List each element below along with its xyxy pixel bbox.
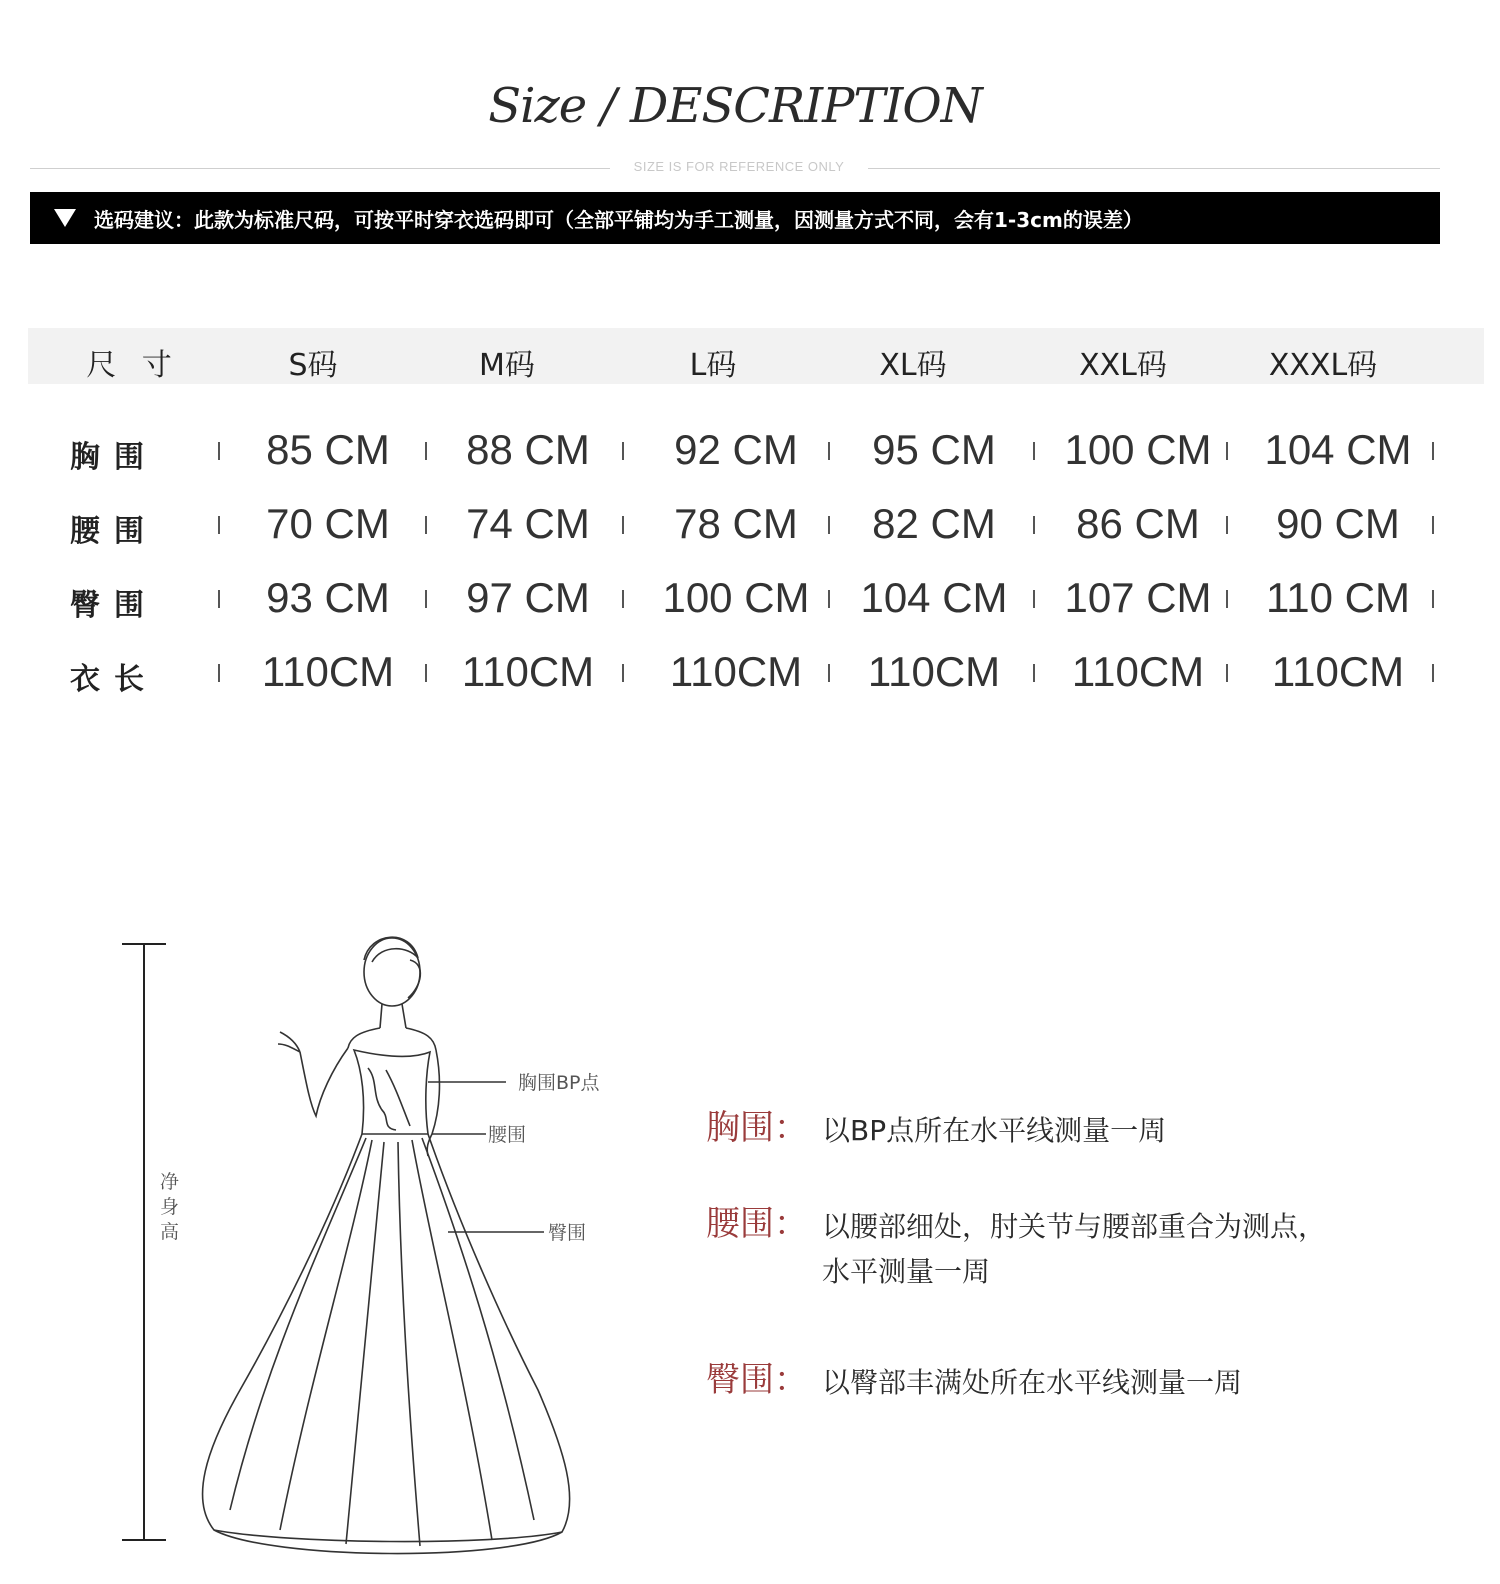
table-cell: 93 CM [266, 574, 390, 621]
table-cell: 86 CM [1076, 500, 1200, 547]
table-cell: 97 CM [466, 574, 590, 621]
row-label: 胸围 [70, 440, 158, 475]
size-advice-banner [30, 192, 1440, 244]
note-key: 臀围： [706, 1360, 808, 1400]
banner-text: 选码建议：此款为标准尺码，可按平时穿衣选码即可（全部平铺均为手工测量，因测量方式不同，会有1-3cm的误差） [94, 207, 1143, 232]
table-cell: 104 CM [860, 574, 1008, 621]
table-cell: 107 CM [1064, 574, 1212, 621]
height-label-3: 高 [160, 1221, 180, 1243]
note-key: 胸围： [706, 1108, 808, 1148]
table-cell: 70 CM [266, 500, 390, 547]
table-cell: 110CM [867, 648, 1001, 695]
table-cell: 88 CM [466, 426, 590, 473]
size-table [28, 328, 1484, 697]
dress-figure [203, 937, 570, 1553]
table-cell: 110CM [669, 648, 803, 695]
waist-label: 腰围 [488, 1124, 527, 1146]
note-text: 以臀部丰满处所在水平线测量一周 [822, 1366, 1243, 1399]
table-cell: 110CM [461, 648, 595, 695]
table-cell: 100 CM [662, 574, 810, 621]
table-cell: 90 CM [1276, 500, 1400, 547]
table-cell: 78 CM [674, 500, 798, 547]
row-label: 腰围 [70, 514, 158, 549]
table-cell: 85 CM [266, 426, 390, 473]
table-cell: 104 CM [1264, 426, 1412, 473]
size-col-xl: XL码 [879, 348, 947, 383]
height-label-2: 身 [160, 1196, 180, 1218]
table-cell: 110CM [1071, 648, 1205, 695]
row-label: 衣长 [70, 662, 158, 697]
table-row [28, 574, 1484, 634]
callout-lines [428, 1082, 544, 1232]
row-label: 臀围 [70, 588, 158, 623]
size-col-l: L码 [689, 348, 737, 383]
table-cell: 110 CM [1266, 574, 1410, 621]
table-row [28, 500, 1484, 560]
table-cell: 82 CM [872, 500, 996, 547]
note-key: 腰围： [706, 1204, 808, 1244]
note-text: 以BP点所在水平线测量一周 [822, 1114, 1167, 1147]
table-row [28, 648, 1484, 708]
header-label: 尺 寸 [86, 348, 180, 383]
note-text: 以腰部细处，肘关节与腰部重合为测点，水平测量一周 [822, 1210, 1327, 1288]
table-cell: 110CM [1271, 648, 1405, 695]
triangle-down-icon [54, 209, 76, 227]
hip-label: 臀围 [548, 1222, 587, 1244]
size-col-s: S码 [288, 348, 338, 383]
table-cell: 74 CM [466, 500, 590, 547]
size-col-m: M码 [479, 348, 535, 383]
size-col-xxxl: XXXL码 [1268, 348, 1378, 383]
height-label-1: 净 [160, 1171, 180, 1193]
bust-bp-label: 胸围BP点 [518, 1072, 600, 1094]
size-header-row [28, 328, 1484, 384]
gown-sketch [110, 920, 670, 1570]
reference-note: SIZE IS FOR REFERENCE ONLY [610, 159, 868, 174]
table-cell: 100 CM [1064, 426, 1212, 473]
table-cell: 92 CM [674, 426, 798, 473]
table-cell: 110CM [261, 648, 395, 695]
table-row [28, 426, 1484, 486]
size-col-xxl: XXL码 [1079, 348, 1167, 383]
page-title: Size / DESCRIPTION [488, 78, 982, 134]
table-cell: 95 CM [872, 426, 996, 473]
